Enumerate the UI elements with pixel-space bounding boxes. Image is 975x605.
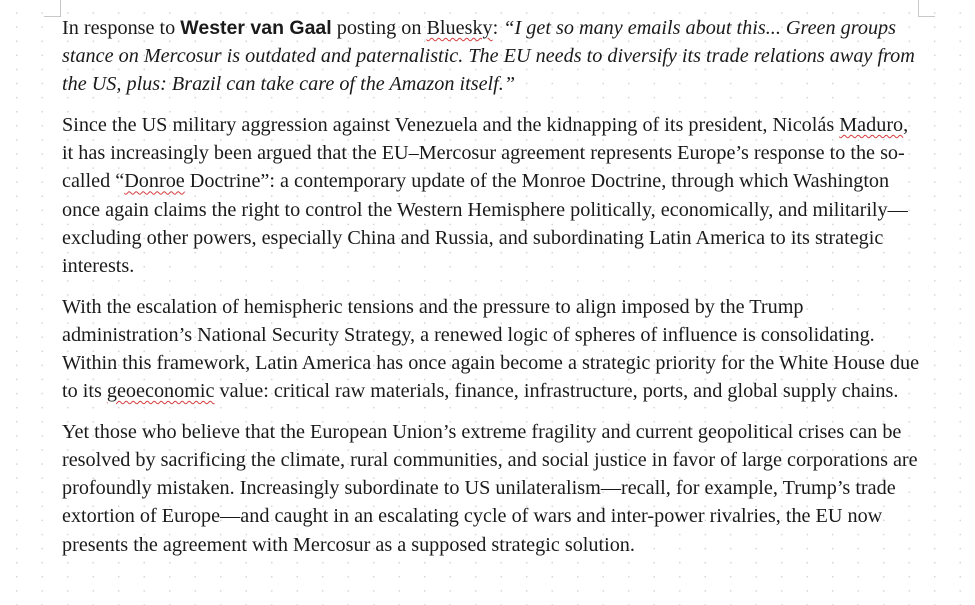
paragraph-intro[interactable] (62, 14, 922, 99)
document-body[interactable] (62, 14, 922, 571)
intro-prefix-text: In response to (62, 17, 181, 39)
paragraph-2-text-c: Doctrine”: a contemporary update of the Monroe Doctrine, through which Washington once again claims the right to control the Western Hemisphere politically, economically, and militarily—excluding other powers, especially China and Russia, and subordinating Latin America to its strategic interests. (62, 170, 908, 278)
author-name: Wester van Gaal (180, 17, 332, 39)
paragraph-3[interactable] (62, 293, 922, 406)
paragraph-3-text-a: With the escalation of hemispheric tensions and the pressure to align imposed by the Trump administration’s National Security Strategy, a renewed logic of spheres of influence is consolidating. Within this framework, Latin America has once again become a strategic priority for the White House due to its (62, 295, 920, 403)
platform-name-spellcheck-flag[interactable]: Bluesky (426, 17, 493, 39)
paragraph-3-text-b: value: critical raw materials, finance, infrastructure, ports, and global supply chains. (214, 380, 899, 403)
paragraph-4[interactable] (62, 418, 922, 559)
spellcheck-flag-maduro[interactable]: Maduro (839, 114, 904, 136)
page-corner-marker-top-left (44, 0, 61, 17)
paragraph-2-text-a: Since the US military aggression against Venezuela and the kidnapping of its president, Nicolás (62, 114, 840, 136)
intro-middle-text: posting on (331, 17, 427, 39)
quoted-post: “I get so many emails about this... Green groups stance on Mercosur is outdated and paternalistic. The EU needs to diversify its trade relations away from the US, plus: Brazil can take care of the Amazon itself.” (62, 17, 915, 96)
paragraph-4-text: Yet those who believe that the European Union’s extreme fragility and current geopolitical crises can be resolved by sacrificing the climate, rural communities, and social justice in favor of large corporations are profoundly mistaken. Increasingly subordinate to US unilateralism—recall, for example, Trump’s trade extortion of Europe—and caught in an escalating cycle of wars and inter-power rivalries, the EU now presents the agreement with Mercosur as a supposed strategic solution. (62, 420, 918, 556)
spellcheck-flag-geoeconomic[interactable]: geoeconomic (106, 380, 215, 403)
spellcheck-flag-donroe[interactable]: Donroe (124, 170, 185, 193)
paragraph-2-text-b: , it has increasingly been argued that the EU–Mercosur agreement represents Europe’s response to the so-called “ (62, 114, 909, 193)
intro-colon: : (492, 17, 504, 39)
paragraph-2[interactable] (62, 111, 922, 280)
